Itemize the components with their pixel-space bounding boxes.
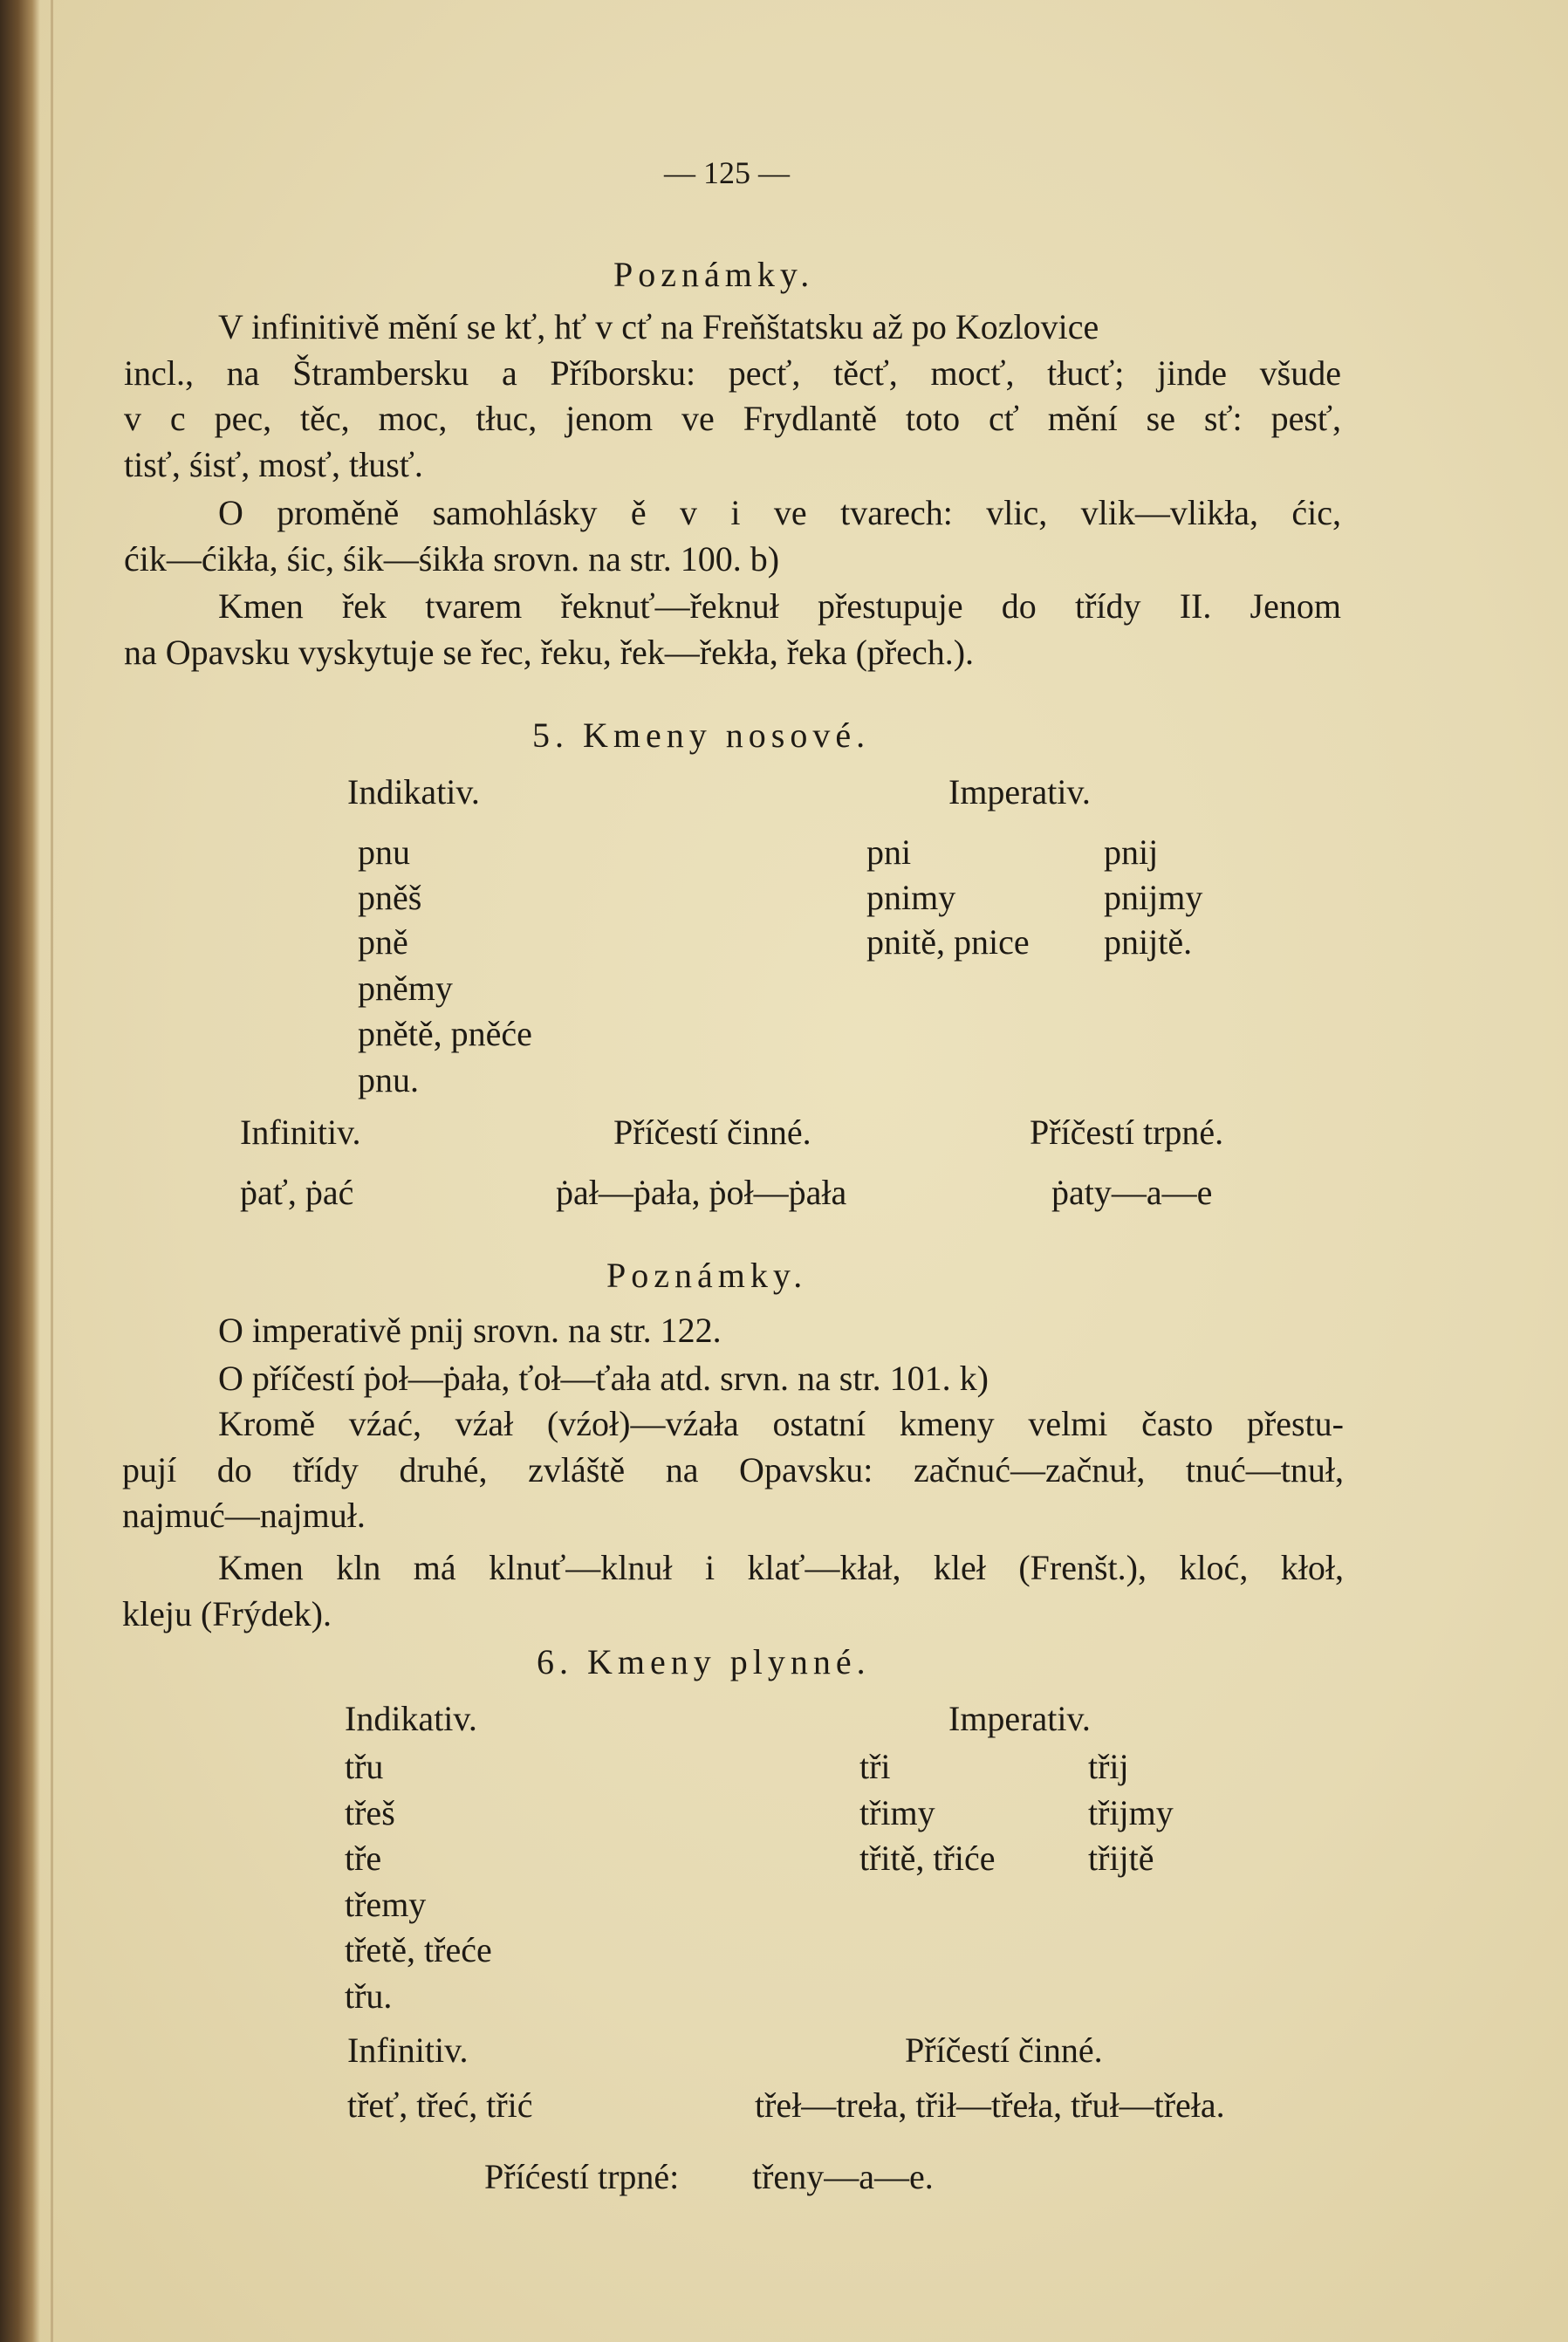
pricesti-cinne-label: Příčestí činné. [613, 1113, 811, 1152]
pricesti-trpne-form: ṗaty—a—e [1051, 1173, 1213, 1212]
notes-paragraph-line: pují do třídy druhé, zvláště na Opavsku: začnuć—začnuł, tnuć—tnuł, [122, 1450, 1344, 1489]
imperativ-form: pni [866, 832, 912, 872]
notes-paragraph-2-line-2: ćik—ćikła, śic, śik—śikła srovn. na str. 100. b) [124, 539, 780, 579]
notes-paragraph-3-line-2: na Opavsku vyskytuje se řec, řeku, řek—řekła, řeka (přech.). [124, 633, 975, 672]
page-edge-line [51, 0, 53, 2342]
notes-paragraph-1-line-1 [218, 307, 1344, 346]
indikativ-form: tře [345, 1839, 382, 1878]
indikativ-form: pnu. [358, 1060, 419, 1099]
infinitiv-form: třeť, třeć, třić [347, 2085, 533, 2125]
imperativ-form: třij [1088, 1747, 1129, 1786]
indikativ-form: třetě, třeće [345, 1930, 492, 1969]
section-6-heading: 6. Kmeny plynné. [537, 1642, 871, 1681]
imperativ-label: Imperativ. [948, 772, 1091, 811]
imperativ-form: pnijtě. [1104, 922, 1193, 962]
infinitiv-form: ṗať, ṗać [240, 1173, 354, 1212]
indikativ-label: Indikativ. [347, 772, 480, 811]
indikativ-form: pnětě, pněće [358, 1014, 532, 1053]
notes-paragraph-line: najmuć—najmuł. [122, 1496, 366, 1535]
notes-line: O imperativě pnij srovn. na str. 122. [218, 1311, 722, 1350]
imperativ-label: Imperativ. [948, 1699, 1091, 1738]
notes-paragraph-line: kleju (Frýdek). [122, 1594, 332, 1633]
indikativ-form: pněš [358, 878, 422, 917]
imperativ-form: třimy [859, 1793, 935, 1832]
pricesti-trpne-form: třeny—a—e. [752, 2157, 934, 2196]
pricesti-cinne-label: Příčestí činné. [905, 2030, 1103, 2070]
book-binding-edge [0, 0, 40, 2342]
notes-line: O příčestí ṗoł—ṗała, ťoł—ťała atd. srvn. na str. 101. k) [218, 1359, 989, 1398]
notes-paragraph-2-line-1: O proměně samohlásky ě v i ve tvarech: vlic, vlik—vlikła, ćic, [218, 493, 1341, 532]
notes-heading: Poznámky. [606, 1256, 808, 1295]
pricesti-cinne-form: třeł—treła, třił—třeła, třuł—třeła. [755, 2085, 1225, 2125]
indikativ-form: třu. [345, 1976, 393, 2016]
imperativ-form: pnimy [866, 878, 956, 917]
pricesti-cinne-form: ṗał—ṗała, ṗoł—ṗała [556, 1173, 847, 1212]
notes-paragraph-1-line-3: v c pec, těc, moc, tłuc, jenom ve Frydlantě toto cť mění se sť: pesť, [124, 399, 1341, 438]
imperativ-form: třijmy [1088, 1793, 1174, 1832]
imperativ-form: třijtě [1088, 1839, 1154, 1878]
infinitiv-label: Infinitiv. [347, 2030, 469, 2070]
imperativ-form: pnij [1104, 832, 1159, 872]
indikativ-form: třu [345, 1747, 384, 1786]
imperativ-form: třitě, třiće [859, 1839, 996, 1878]
imperativ-form: pnitě, pnice [866, 922, 1030, 962]
indikativ-form: třeš [345, 1793, 395, 1832]
notes-paragraph-1-line-4: tisť, śisť, mosť, tłusť. [124, 445, 423, 484]
notes-heading: Poznámky. [613, 255, 815, 294]
infinitiv-label: Infinitiv. [240, 1113, 361, 1152]
notes-paragraph-line: Kmen kln má klnuť—klnuł i klať—kłał, kleł (Frenšt.), kloć, kłoł, [218, 1548, 1344, 1587]
indikativ-form: pně [358, 922, 408, 962]
notes-paragraph-line: Kromě vźać, vźał (vźoł)—vźała ostatní kmeny velmi často přestu- [218, 1404, 1344, 1443]
imperativ-form: pnijmy [1104, 878, 1203, 917]
indikativ-form: pnu [358, 832, 410, 872]
indikativ-label: Indikativ. [345, 1699, 477, 1738]
pricesti-trpne-label: Příćestí trpné: [484, 2157, 680, 2196]
page-number: — 125 — [664, 155, 790, 190]
section-5-heading: 5. Kmeny nosové. [532, 716, 871, 755]
text-line: V infinitivě mění se kť, hť v cť na Freňštatsku až po Kozlovice [218, 307, 1099, 346]
notes-paragraph-3-line-1: Kmen řek tvarem řeknuť—řeknuł přestupuje do třídy II. Jenom [218, 586, 1341, 626]
pricesti-trpne-label: Příčestí trpné. [1030, 1113, 1224, 1152]
indikativ-form: pněmy [358, 969, 453, 1008]
imperativ-form: tři [859, 1747, 891, 1786]
indikativ-form: třemy [345, 1885, 427, 1924]
notes-paragraph-1-line-2: incl., na Štrambersku a Příborsku: pecť, těcť, mocť, tłucť; jinde všude [124, 353, 1341, 393]
